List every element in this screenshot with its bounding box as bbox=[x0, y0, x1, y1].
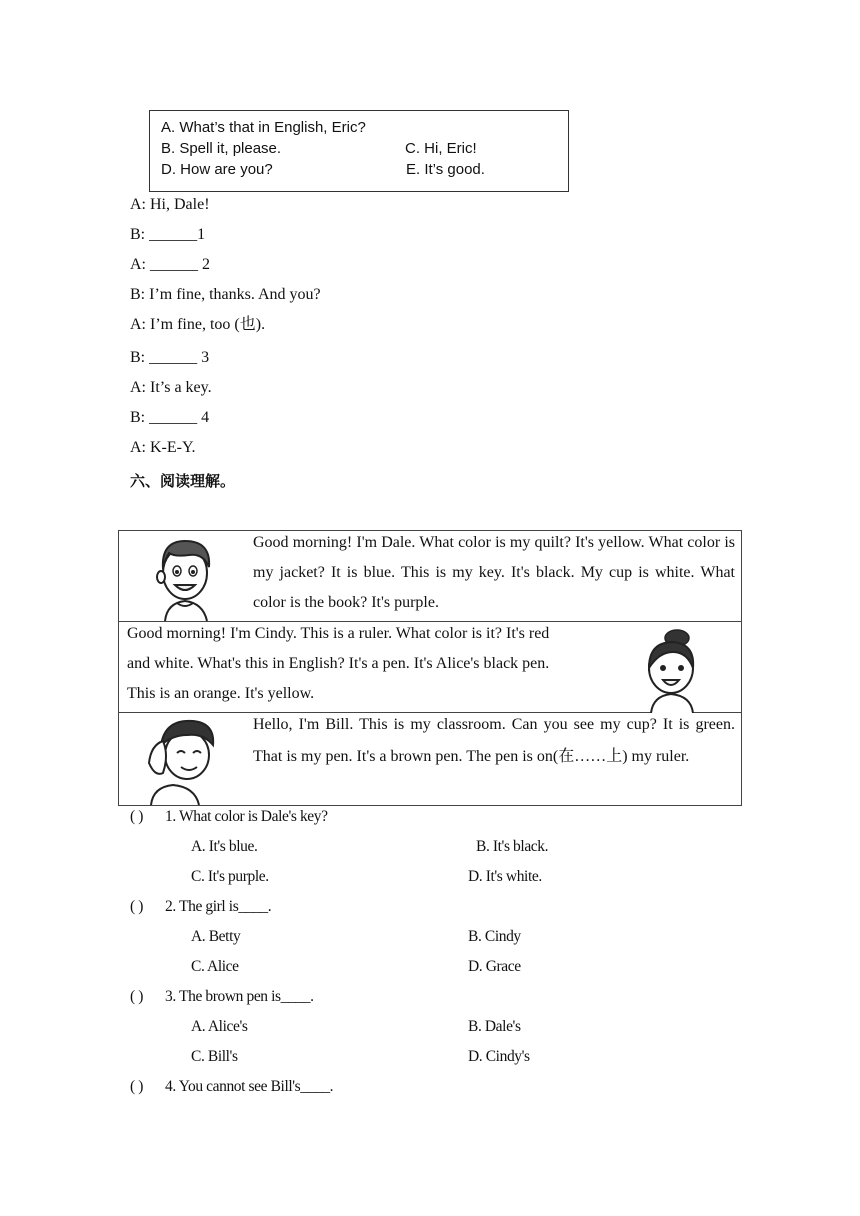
option-d: D. How are you? bbox=[161, 161, 273, 178]
dialogue-line: B: ______ 4 bbox=[130, 409, 210, 426]
passage-cindy-line: and white. What's this in English? It's a pen. It's Alice's black pen. bbox=[127, 655, 550, 672]
question-option: D. Grace bbox=[468, 958, 521, 975]
question-option: B. It's black. bbox=[476, 838, 549, 855]
passage-dale-row bbox=[119, 531, 741, 622]
question-option: B. Cindy bbox=[468, 928, 521, 945]
option-a: A. What’s that in English, Eric? bbox=[161, 119, 366, 136]
question-text: 1. What color is Dale's key? bbox=[165, 808, 328, 825]
question-option: C. Alice bbox=[191, 958, 239, 975]
options-box bbox=[149, 110, 569, 192]
dialogue-line: B: I’m fine, thanks. And you? bbox=[130, 286, 321, 303]
question-option: B. Dale's bbox=[468, 1018, 521, 1035]
passage-bill-text: Hello, I'm Bill. This is my classroom. Can you see my cup? It is green. That is my pen. It's a brown pen. The pen is on(在……上) my ruler. bbox=[253, 716, 735, 765]
dialogue-line: B: ______1 bbox=[130, 226, 206, 243]
question-text: 2. The girl is____. bbox=[165, 898, 272, 915]
section-heading: 六、阅读理解。 bbox=[130, 472, 236, 490]
boy-bill-illustration bbox=[143, 715, 223, 805]
question-option: D. It's white. bbox=[468, 868, 542, 885]
question-option: D. Cindy's bbox=[468, 1048, 530, 1065]
dialogue-line: A: I’m fine, too (也). bbox=[130, 316, 266, 333]
question-bracket: ( ) bbox=[130, 898, 143, 915]
option-e: E. It’s good. bbox=[406, 161, 485, 178]
question-bracket: ( ) bbox=[130, 808, 143, 825]
dialogue-line: A: Hi, Dale! bbox=[130, 196, 210, 213]
question-option: A. Betty bbox=[191, 928, 241, 945]
question-text: 3. The brown pen is____. bbox=[165, 988, 314, 1005]
reading-table bbox=[118, 530, 742, 806]
question-bracket: ( ) bbox=[130, 1078, 143, 1095]
question-bracket: ( ) bbox=[130, 988, 143, 1005]
dialogue-line: B: ______ 3 bbox=[130, 349, 210, 366]
passage-bill-row bbox=[119, 713, 741, 805]
girl-cindy-illustration bbox=[637, 628, 707, 713]
question-text: 4. You cannot see Bill's____. bbox=[165, 1078, 334, 1095]
question-option: A. Alice's bbox=[191, 1018, 248, 1035]
passage-dale-text: Good morning! I'm Dale. What color is my quilt? It's yellow. What color is my jacket? It is blue. This is my key. It's black. My cup is white. What color is the book? It's purple. bbox=[253, 534, 735, 611]
dialogue-line: A: K-E-Y. bbox=[130, 439, 196, 456]
dialogue-line: A: It’s a key. bbox=[130, 379, 212, 396]
passage-cindy-row bbox=[119, 622, 741, 713]
boy-dale-illustration bbox=[155, 535, 215, 621]
option-b: B. Spell it, please. bbox=[161, 140, 282, 157]
passage-cindy-line: Good morning! I'm Cindy. This is a ruler. What color is it? It's red bbox=[127, 625, 550, 642]
dialogue-line: A: ______ 2 bbox=[130, 256, 210, 273]
question-option: C. Bill's bbox=[191, 1048, 238, 1065]
option-c: C. Hi, Eric! bbox=[405, 140, 477, 157]
question-option: C. It's purple. bbox=[191, 868, 269, 885]
question-option: A. It's blue. bbox=[191, 838, 258, 855]
passage-cindy-line: This is an orange. It's yellow. bbox=[127, 685, 315, 702]
